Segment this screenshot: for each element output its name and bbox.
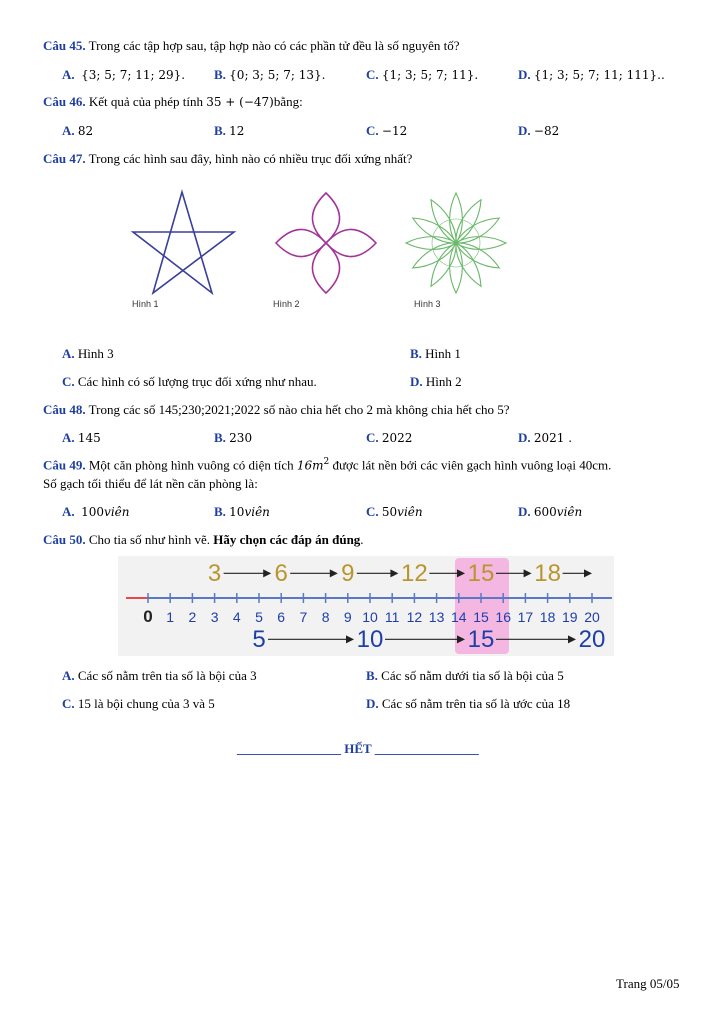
- question-49-line2: Số gạch tối thiểu để lát nền căn phòng là:: [43, 476, 258, 491]
- tick-label: 1: [166, 609, 175, 625]
- option-c[interactable]: C. −12: [366, 123, 408, 138]
- option-b[interactable]: B. Các số nằm dưới tia số là bội của 5: [366, 668, 564, 683]
- multiple-of-5-label: 10: [356, 626, 384, 653]
- option-d[interactable]: D. {1; 3; 5; 7; 11; 111}..: [518, 67, 665, 82]
- option-c[interactable]: C. 2022: [366, 430, 413, 445]
- tick-label: 8: [321, 609, 330, 625]
- star-figure: [133, 192, 234, 293]
- tick-label: 0: [143, 607, 153, 626]
- multiple-of-3-label: 15: [467, 560, 495, 587]
- option-b[interactable]: B. 230: [214, 430, 253, 445]
- option-d[interactable]: D. 600viên: [518, 504, 583, 519]
- multiple-of-3-label: 18: [534, 560, 561, 587]
- option-c[interactable]: C. {1; 3; 5; 7; 11}.: [366, 67, 479, 82]
- math-expression: 35 + (−47): [206, 95, 274, 109]
- tick-label: 2: [188, 609, 197, 625]
- option-a[interactable]: A. 82: [62, 123, 94, 138]
- tick-label: 15: [473, 609, 489, 625]
- tick-label: 13: [428, 609, 445, 625]
- multiple-of-5-label: 20: [578, 626, 606, 653]
- tick-label: 18: [539, 609, 556, 625]
- option-d[interactable]: D. 2021 .: [518, 430, 573, 445]
- option-a[interactable]: A. Hình 3: [62, 346, 114, 361]
- multiple-of-5-label: 15: [467, 626, 495, 653]
- question-46: Câu 46. Kết quả của phép tính 35 + (−47)bằng:: [43, 94, 303, 109]
- figure-caption: Hình 2: [273, 299, 300, 309]
- option-a[interactable]: A. 100viên: [62, 504, 130, 519]
- option-b[interactable]: B. {0; 3; 5; 7; 13}.: [214, 67, 326, 82]
- tick-label: 5: [255, 609, 263, 625]
- end-marker: ________________ HẾT ________________: [237, 741, 479, 756]
- tick-label: 11: [384, 609, 400, 625]
- tick-label: 19: [562, 609, 578, 625]
- tick-label: 10: [362, 609, 378, 625]
- option-b[interactable]: B. 10viên: [214, 504, 270, 519]
- multiple-of-3-label: 3: [207, 560, 222, 587]
- option-c[interactable]: C. Các hình có số lượng trục đối xứng như nhau.: [62, 374, 317, 389]
- question-50: Câu 50. Cho tia số như hình vẽ. Hãy chọn các đáp án đúng.: [43, 532, 364, 547]
- question-48: Câu 48. Trong các số 145;230;2021;2022 số nào chia hết cho 2 mà không chia hết cho 5?: [43, 402, 510, 417]
- page-number: Trang 05/05: [616, 976, 680, 991]
- tick-label: 14: [451, 609, 467, 625]
- question-47: Câu 47. Trong các hình sau đây, hình nào có nhiều trục đối xứng nhất?: [43, 151, 413, 166]
- option-d[interactable]: D. Hình 2: [410, 374, 462, 389]
- rosette-figure: [406, 193, 506, 293]
- question-45: [43, 38, 460, 54]
- figure-caption: Hình 1: [132, 299, 159, 309]
- question-text: Trong các tập hợp sau, tập hợp nào có các phần tử đều là số nguyên tố?: [88, 38, 460, 53]
- tick-label: 4: [232, 609, 241, 625]
- option-a[interactable]: A. Các số nằm trên tia số là bội của 3: [62, 668, 257, 683]
- question-label: Câu 45.: [43, 38, 86, 53]
- tick-label: 16: [495, 609, 511, 625]
- tick-label: 3: [210, 609, 219, 625]
- tick-label: 6: [277, 609, 286, 625]
- option-a[interactable]: A. {3; 5; 7; 11; 29}.: [62, 67, 186, 82]
- four-petal-figure: [276, 193, 376, 293]
- tick-label: 12: [406, 609, 423, 625]
- symmetry-figures: [120, 180, 540, 305]
- multiple-of-3-label: 12: [401, 560, 428, 587]
- option-d[interactable]: D. −82: [518, 123, 560, 138]
- multiple-of-3-label: 9: [341, 560, 355, 587]
- option-a[interactable]: A. 145: [62, 430, 101, 445]
- tick-label: 20: [584, 609, 600, 625]
- option-b[interactable]: B. Hình 1: [410, 346, 461, 361]
- multiple-of-3-label: 6: [274, 560, 288, 587]
- option-d[interactable]: D. Các số nằm trên tia số là ước của 18: [366, 696, 571, 711]
- option-c[interactable]: C. 50viên: [366, 504, 423, 519]
- option-b[interactable]: B. 12: [214, 123, 245, 138]
- tick-label: 9: [343, 609, 352, 625]
- tick-label: 7: [299, 609, 308, 625]
- question-49: Câu 49. Một căn phòng hình vuông có diện tích $16m^2$ được lát nền bởi các viên gạch hình vuông loại 40cm.: [43, 457, 612, 473]
- number-line-figure: [118, 556, 614, 656]
- tick-label: 17: [517, 609, 534, 625]
- multiple-of-5-label: 5: [252, 626, 266, 653]
- figure-caption: Hình 3: [414, 299, 441, 309]
- option-c[interactable]: C. 15 là bội chung của 3 và 5: [62, 696, 215, 711]
